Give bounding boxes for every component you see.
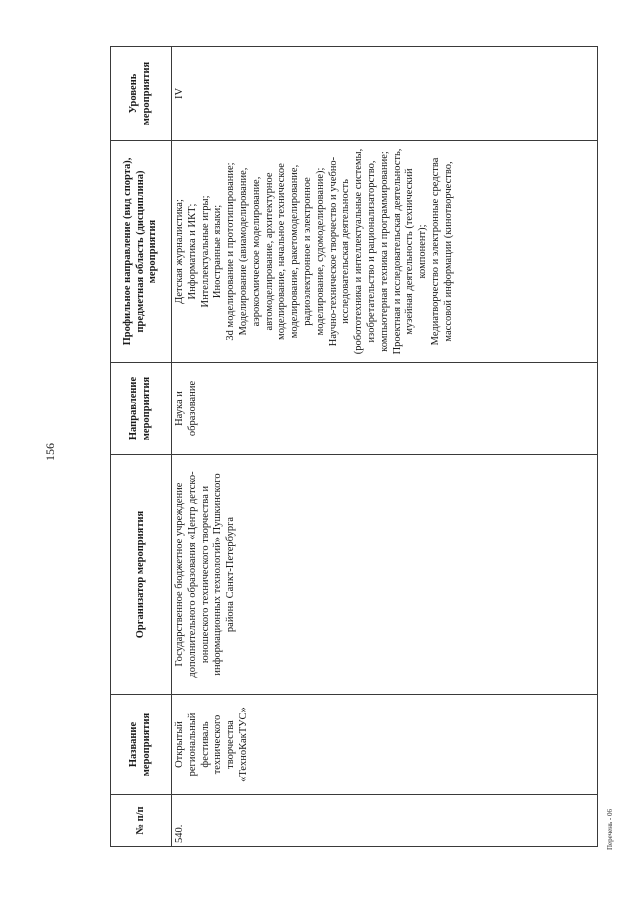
events-table (110, 46, 598, 847)
profile-item: Моделирование (авиамоделирование, аэрокосмическое моделирование, автомоделирование, архитектурное моделирование, начальное техническое моделирование, ракетомоделирование, радиоэлектронное и электронное моделирование, судомоделирование); (237, 163, 326, 340)
page-number: 156 (43, 443, 57, 461)
row-num: 540. (172, 795, 598, 847)
profile-item: Медиатворчество и электронные средства массовой информации (кинотворчество, (429, 157, 454, 346)
profile-item: 3d моделирование и прототипирование; (225, 162, 237, 341)
profile-list (174, 144, 456, 359)
profile-item: Информатика и ИКТ; (186, 203, 198, 300)
table-row (172, 47, 598, 847)
header-name: Название мероприятия (111, 695, 172, 795)
profile-item: Проектная и исследовательская деятельность, музейная деятельность (технический компонент); (391, 148, 429, 355)
header-profile: Профильное направление (вид спорта), предметная область (дисциплина) мероприятия (111, 141, 172, 363)
header-num: № п/п (111, 795, 172, 847)
profile-item: Интеллектуальные игры; (199, 195, 211, 308)
row-direction: Наука и образование (172, 363, 598, 455)
header-level: Уровень мероприятия (111, 47, 172, 141)
footer-note: Перечень - 06 (606, 809, 614, 850)
profile-item: Научно-техническое творчество и учебно-исследовательская деятельность (робототехника и интеллектуальные системы, изобретательство и рационализаторство, компьютерная техника и программирование; (327, 148, 390, 355)
profile-item: Детская журналистика; (174, 199, 185, 304)
header-direction: Направление мероприятия (111, 363, 172, 455)
row-profile (172, 141, 598, 363)
header-organizer: Организатор мероприятия (111, 455, 172, 695)
row-organizer: Государственное бюджетное учреждение дополнительного образования «Центр детско-юношеского технического творчества и информационных технологий» Пушкинского района Санкт-Петербурга (172, 455, 598, 695)
profile-item: Иностранные языки; (212, 204, 224, 299)
document-table-rotated (110, 47, 598, 847)
row-level: IV (172, 47, 598, 141)
row-name: Открытый региональный фестиваль технического творчества «ТехноКакТУС» (172, 695, 598, 795)
table-header-row (111, 47, 172, 847)
